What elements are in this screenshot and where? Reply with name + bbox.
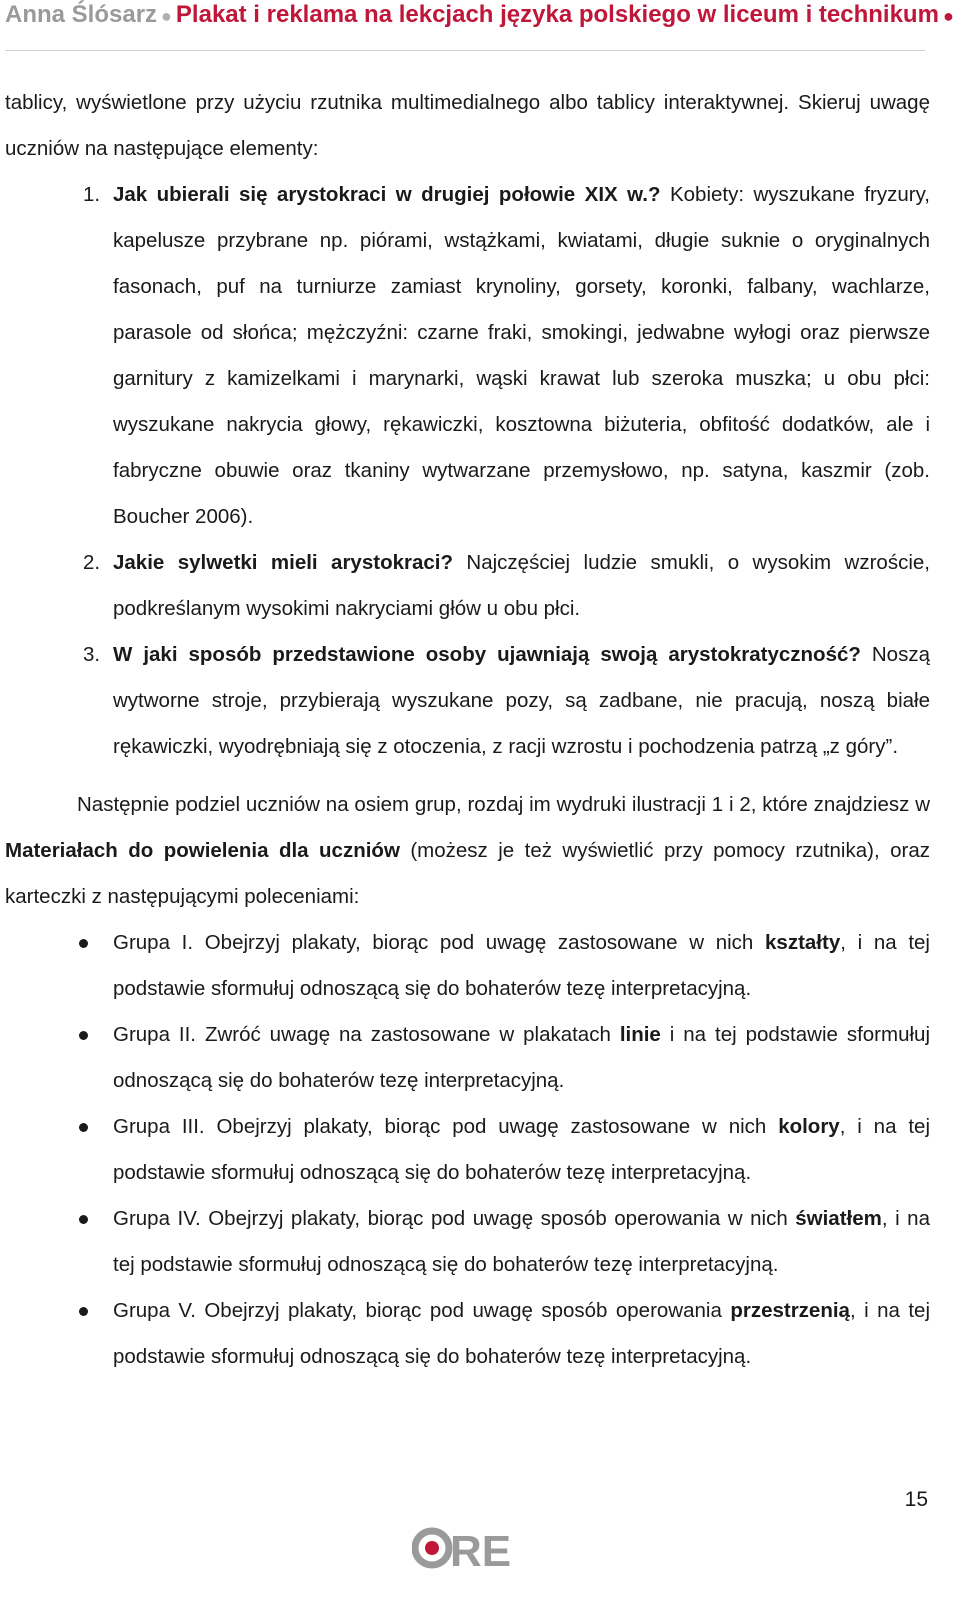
question-text xyxy=(113,632,930,770)
header-author: Anna Ślósarz xyxy=(5,1,158,28)
question-item xyxy=(5,632,930,770)
page-body xyxy=(5,80,930,1380)
group-item xyxy=(5,1196,930,1288)
question-answer: Najczęściej ludzie smukli, o wysokim wzroście, podkreślanym wysokimi nakryciami głów u obu płci. xyxy=(113,551,930,620)
bullet-dot-icon: ● xyxy=(161,6,172,26)
group-item xyxy=(5,920,930,1012)
group-text: Grupa II. Zwróć uwagę na zastosowane w plakatach linie i na tej podstawie sformułuj odnoszącą się do bohaterów tezę interpretacyjną. xyxy=(113,1023,930,1092)
question-text xyxy=(113,540,930,632)
header-divider xyxy=(5,50,925,51)
group-text: Grupa III. Obejrzyj plakaty, biorąc pod uwagę zastosowane w nich kolory, i na tej podstawie sformułuj odnoszącą się do bohaterów tezę interpretacyjną. xyxy=(113,1115,930,1184)
question-answer: Noszą wytworne stroje, przybierają wyszukane pozy, są zadbane, nie pracują, noszą białe rękawiczki, wyodrębniają się z otoczenia, z racji wzrostu i pochodzenia patrzą „z góry”. xyxy=(113,643,930,758)
question-bold: Jak ubierali się arystokraci w drugiej połowie XIX w.? xyxy=(113,183,661,206)
bullet-icon xyxy=(5,1288,113,1380)
bullet-icon xyxy=(5,1012,113,1104)
header-title: Plakat i reklama na lekcjach języka polskiego w liceum i technikum xyxy=(175,1,939,28)
bullet-icon xyxy=(5,1104,113,1196)
intro-paragraph: tablicy, wyświetlone przy użyciu rzutnika multimedialnego albo tablicy interaktywnej. Skieruj uwagę uczniów na następujące elementy: xyxy=(5,91,930,160)
logo-text: RE xyxy=(450,1527,512,1570)
materials-bold: Materiałach do powielenia dla uczniów xyxy=(5,839,400,862)
group-text: Grupa V. Obejrzyj plakaty, biorąc pod uwagę sposób operowania przestrzenią, i na tej podstawie sformułuj odnoszącą się do bohaterów tezę interpretacyjną. xyxy=(113,1299,931,1368)
group-item xyxy=(5,1012,930,1104)
page-number: 15 xyxy=(904,1488,928,1511)
bullet-dot-icon: ● xyxy=(942,6,954,26)
question-bold: Jakie sylwetki mieli arystokraci? xyxy=(113,551,453,574)
list-number: 3. xyxy=(83,643,101,666)
question-item xyxy=(5,540,930,632)
list-number: 2. xyxy=(83,551,101,574)
group-text: Grupa IV. Obejrzyj plakaty, biorąc pod uwagę sposób operowania w nich światłem, i na tej podstawie sformułuj odnoszącą się do bohaterów tezę interpretacyjną. xyxy=(113,1207,930,1276)
bullet-icon xyxy=(5,1196,113,1288)
list-number: 1. xyxy=(83,183,101,206)
question-item xyxy=(5,172,930,540)
group-item xyxy=(5,1288,930,1380)
group-text: Grupa I. Obejrzyj plakaty, biorąc pod uwagę zastosowane w nich kształty, i na tej podstawie sformułuj odnoszącą się do bohaterów tezę interpretacyjną. xyxy=(113,931,930,1000)
question-bold: W jaki sposób przedstawione osoby ujawniają swoją arystokratyczność? xyxy=(113,643,861,666)
ore-logo-icon xyxy=(412,1520,522,1570)
group-item xyxy=(5,1104,930,1196)
question-text xyxy=(113,172,930,540)
bullet-icon xyxy=(5,920,113,1012)
instructions-paragraph: Następnie podziel uczniów na osiem grup, rozdaj im wydruki ilustracji 1 i 2, które znajdziesz w Materiałach do powielenia dla uczniów (możesz je też wyświetlić przy pomocy rzutnika), oraz karteczki z następującymi poleceniami: xyxy=(5,793,930,908)
question-answer: Kobiety: wyszukane fryzury, kapelusze przybrane np. piórami, wstążkami, kwiatami, długie suknie o oryginalnych fasonach, puf na turniurze zamiast krynoliny, gorsety, koronki, falbany, wachlarze, parasole od słońca; mężczyźni: czarne fraki, smokingi, jedwabne wyłogi oraz pierwsze garnitury z kamizelkami i marynarki, wąski krawat lub szeroka muszka; u obu płci: wyszukane nakrycia głowy, rękawiczki, kosztowna biżuteria, obfitość dodatków, ale i fabryczne obuwie oraz tkaniny wytwarzane przemysłowo, np. satyna, kaszmir (zob. Boucher 2006). xyxy=(113,183,930,528)
running-header xyxy=(5,0,954,32)
